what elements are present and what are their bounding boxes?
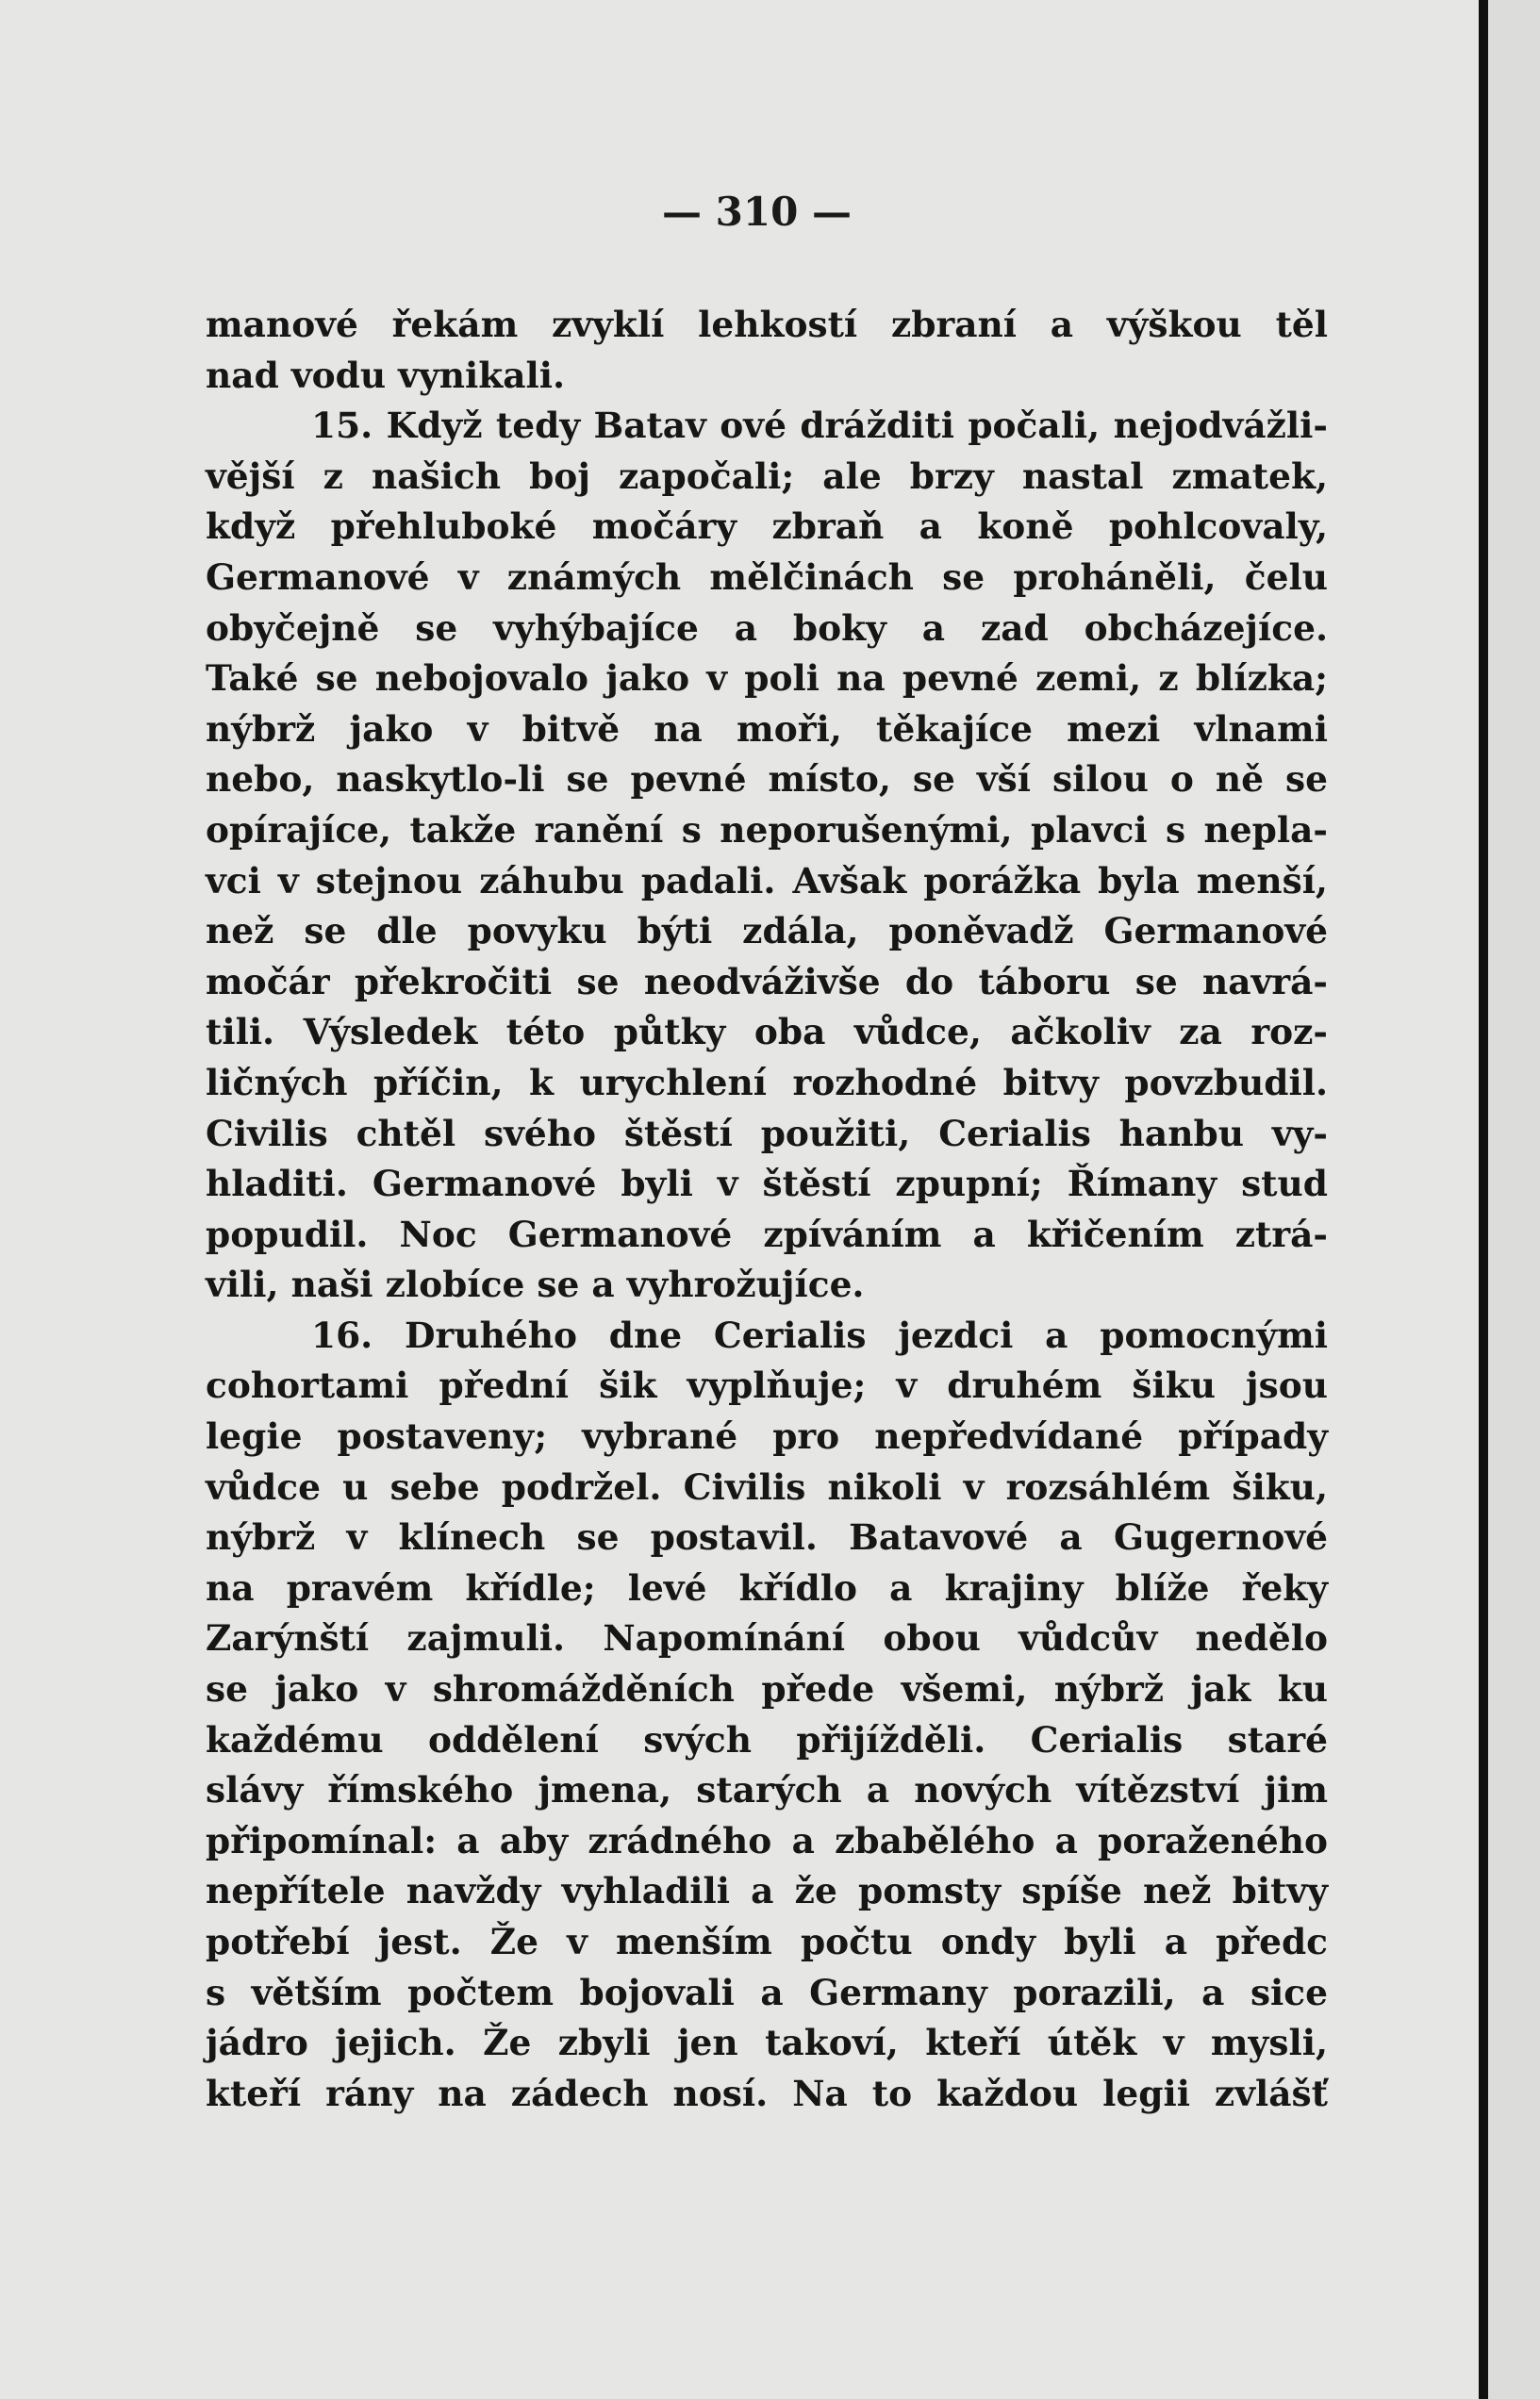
text-line: vili, naši zlobíce se a vyhrožujíce.	[206, 1264, 865, 1306]
text-line: nepřítele navždy vyhladili a že pomsty spíše než bitvy	[206, 1870, 1328, 1912]
text-line: cohortami přední šik vyplňuje; v druhém šiku jsou	[206, 1365, 1328, 1407]
text-line: Také se nebojovalo jako v poli na pevné zemi, z blízka;	[206, 657, 1328, 700]
adjacent-page-strip	[1488, 0, 1540, 2399]
text-line: vůdce u sebe podržel. Civilis nikoli v rozsáhlém šiku,	[206, 1465, 1328, 1508]
text-line: potřebí jest. Že v menším počtu ondy byli a předc	[206, 1921, 1328, 1962]
paragraph-15-start: 15. Když tedy Batav ové drážditi počali, nejodvážli-	[311, 405, 1328, 447]
body-text	[206, 300, 1328, 2119]
text-line: se jako v shromážděních přede všemi, nýbrž jak ku	[206, 1668, 1328, 1711]
text-line: Civilis chtěl svého štěstí použiti, Cerialis hanbu vy-	[206, 1112, 1328, 1154]
text-line: tili. Výsledek této půtky oba vůdce, ačkoliv za roz-	[206, 1011, 1328, 1053]
text-line: manové řekám zvyklí lehkostí zbraní a výškou těl	[206, 304, 1328, 345]
text-line: Germanové v známých mělčinách se proháněli, čelu	[206, 555, 1328, 598]
text-line: s větším počtem bojovali a Germany porazili, a sice	[206, 1971, 1328, 2013]
text-line: hladiti. Germanové byli v štěstí zpupní; Římany stud	[206, 1163, 1328, 1205]
text-line: vci v stejnou záhubu padali. Avšak porážka byla menší,	[206, 859, 1328, 902]
text-line: obyčejně se vyhýbajíce a boky a zad obcházejíce.	[206, 606, 1328, 649]
text-line: nad vodu vynikali.	[206, 354, 566, 396]
text-line: slávy římského jmena, starých a nových vítězství jim	[206, 1769, 1328, 1812]
page-number: — 310 —	[662, 189, 852, 235]
text-line: popudil. Noc Germanové zpíváním a křičením ztrá-	[206, 1213, 1328, 1255]
text-line: nýbrž jako v bitvě na moři, těkajíce mezi vlnami	[206, 707, 1328, 750]
text-line: Zarýnští zajmuli. Napomínání obou vůdcův nedělo	[206, 1617, 1328, 1660]
text-line: když přehluboké močáry zbraň a koně pohlcovaly,	[206, 505, 1328, 548]
paragraph-16-start: 16. Druhého dne Cerialis jezdci a pomocnými	[311, 1314, 1328, 1356]
text-line: jádro jejich. Že zbyli jen takoví, kteří útěk v mysli,	[206, 2022, 1328, 2064]
text-line: ličných příčin, k urychlení rozhodné bitvy povzbudil.	[206, 1061, 1328, 1103]
text-line: než se dle povyku býti zdála, poněvadž Germanové	[206, 910, 1328, 952]
text-line: připomínal: a aby zrádného a zbabělého a poraženého	[206, 1819, 1328, 1861]
text-line: nebo, naskytlo-li se pevné místo, se vší silou o ně se	[206, 758, 1328, 801]
text-line: kteří rány na zádech nosí. Na to každou legii zvlášť	[206, 2072, 1328, 2114]
text-line: opírajíce, takže ranění s neporušenými, plavci s nepla-	[206, 808, 1328, 851]
text-line: močár překročiti se neodváživše do táboru se navrá-	[206, 960, 1328, 1002]
text-line: legie postaveny; vybrané pro nepředvídané případy	[206, 1415, 1328, 1458]
text-line: vější z našich boj započali; ale brzy nastal zmatek,	[206, 455, 1328, 497]
text-line: na pravém křídle; levé křídlo a krajiny blíže řeky	[206, 1566, 1328, 1609]
text-line: každému oddělení svých přijížděli. Cerialis staré	[206, 1718, 1328, 1761]
text-line: nýbrž v klínech se postavil. Batavové a Gugernové	[206, 1516, 1328, 1559]
